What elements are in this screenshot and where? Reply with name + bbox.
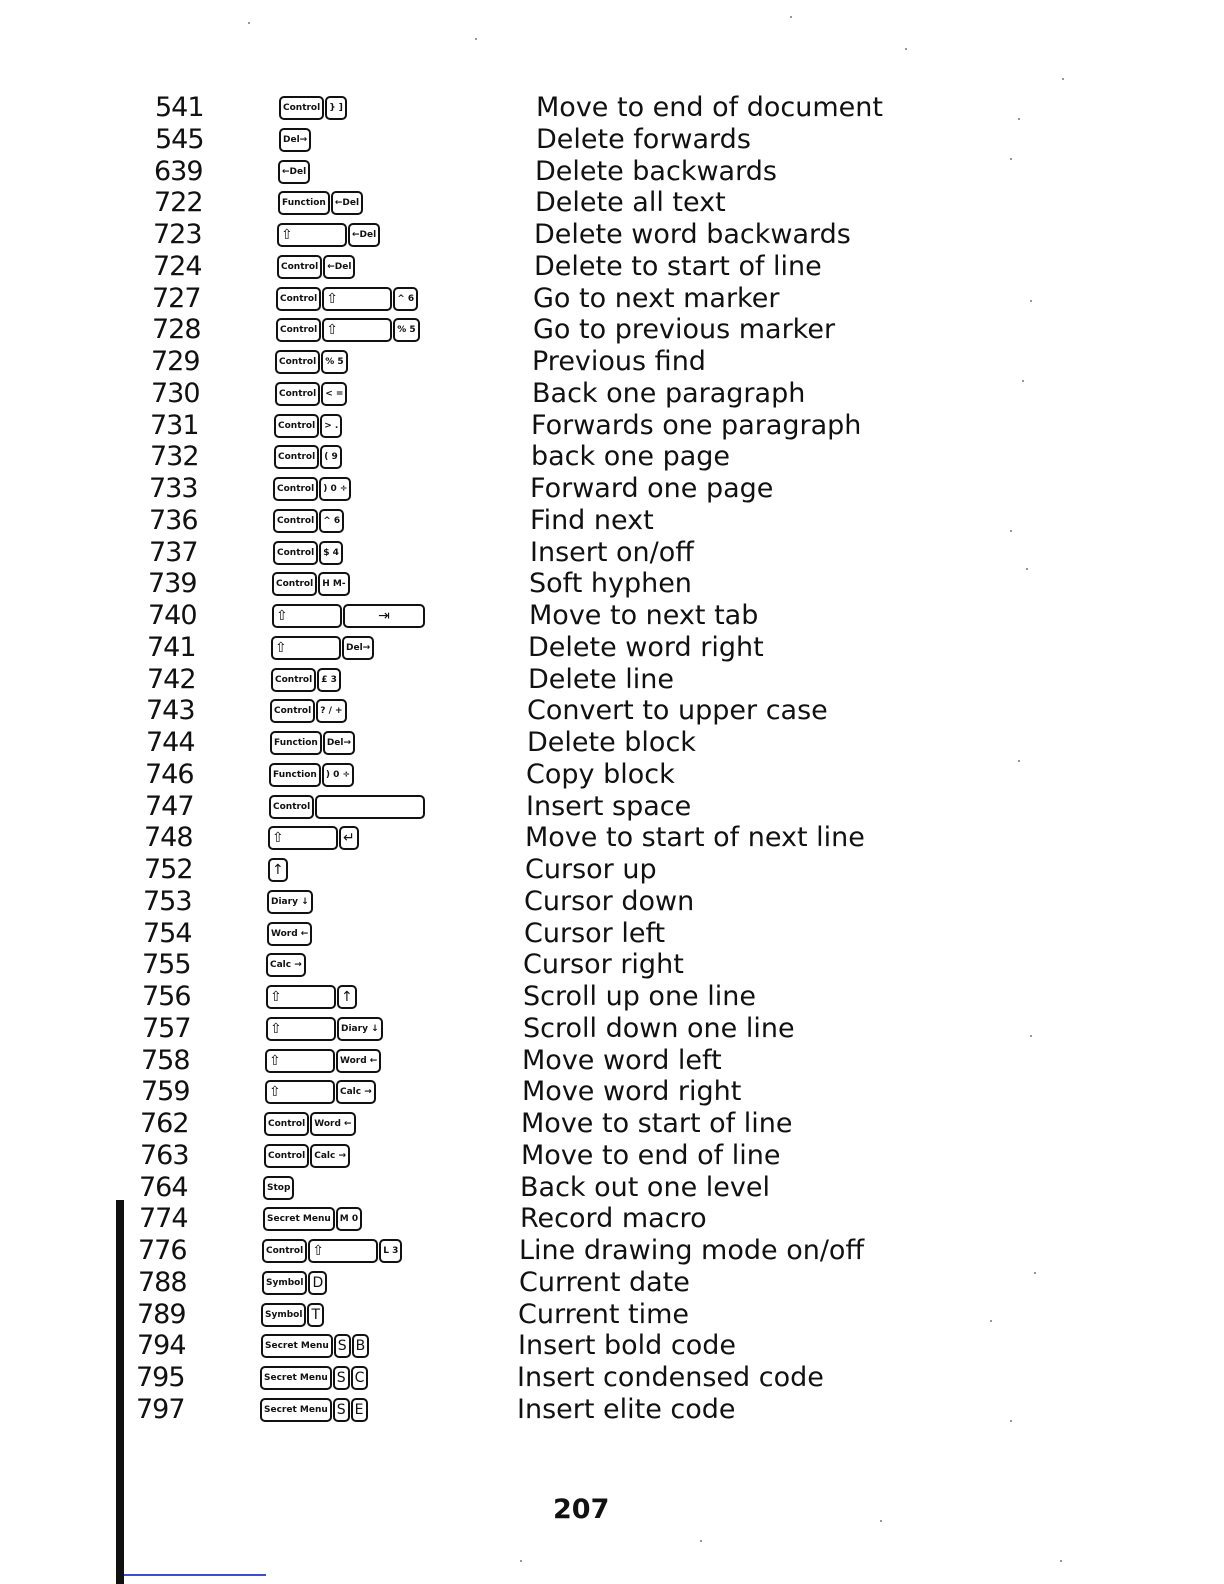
keycap-icon: ←Del xyxy=(331,191,363,215)
keycap-icon: Control xyxy=(275,350,320,374)
table-row xyxy=(0,1362,1224,1394)
key-combination xyxy=(269,759,354,791)
keycap-icon: Diary ↓ xyxy=(267,890,313,914)
keycap-icon: Function xyxy=(278,191,330,215)
keycap-icon: L 3 xyxy=(379,1239,402,1263)
keycap-icon: Control xyxy=(276,318,321,342)
keycap-icon: Control xyxy=(274,414,319,438)
shortcut-number: 545 xyxy=(155,124,204,155)
shortcut-number: 732 xyxy=(150,441,199,472)
keycap-icon: ) 0 ÷ xyxy=(322,763,354,787)
shortcut-number: 756 xyxy=(142,981,191,1012)
key-combination xyxy=(268,854,288,886)
shortcut-number: 722 xyxy=(154,187,203,218)
keycap-icon: Symbol xyxy=(261,1303,306,1327)
keycap-icon: Function xyxy=(270,731,322,755)
shortcut-number: 746 xyxy=(145,759,194,790)
scan-speck xyxy=(990,1320,992,1322)
key-combination xyxy=(278,156,310,188)
keycap-icon xyxy=(315,795,425,819)
shortcut-number: 789 xyxy=(137,1299,186,1330)
shortcut-number: 759 xyxy=(141,1076,190,1107)
shortcut-description: Line drawing mode on/off xyxy=(519,1235,865,1266)
key-combination xyxy=(260,1362,368,1394)
shortcut-number: 762 xyxy=(140,1108,189,1139)
shortcut-description: Go to next marker xyxy=(533,283,780,314)
shortcut-number: 794 xyxy=(137,1330,186,1361)
table-row xyxy=(0,1108,1224,1140)
keycap-icon: $ 4 xyxy=(319,541,343,565)
table-row xyxy=(0,727,1224,759)
shortcut-description: Insert elite code xyxy=(517,1394,736,1425)
table-row xyxy=(0,1013,1224,1045)
key-combination xyxy=(262,1235,402,1267)
shortcut-description: Cursor right xyxy=(523,949,684,980)
shortcut-number: 758 xyxy=(141,1045,190,1076)
key-combination xyxy=(264,1108,356,1140)
keycap-icon: Secret Menu xyxy=(260,1398,332,1422)
keycap-icon: } ] xyxy=(325,96,347,120)
keycap-icon: T xyxy=(307,1303,324,1327)
shortcut-number: 741 xyxy=(147,632,196,663)
table-row xyxy=(0,283,1224,315)
shortcut-number: 724 xyxy=(153,251,202,282)
key-combination xyxy=(272,600,425,632)
keycap-icon: Control xyxy=(262,1239,307,1263)
keycap-icon: ⇧ xyxy=(265,1049,335,1073)
keycap-icon: Control xyxy=(279,96,324,120)
keycap-icon: % 5 xyxy=(393,318,419,342)
shortcut-description: Insert on/off xyxy=(530,537,694,568)
shortcut-number: 748 xyxy=(144,822,193,853)
shortcut-description: Back one paragraph xyxy=(532,378,806,409)
table-row xyxy=(0,854,1224,886)
shortcut-description: Delete forwards xyxy=(536,124,751,155)
scan-speck xyxy=(520,1560,522,1562)
shortcut-number: 736 xyxy=(149,505,198,536)
key-combination xyxy=(265,1076,376,1108)
keycap-icon: ←Del xyxy=(278,160,310,184)
keycap-icon: Control xyxy=(276,287,321,311)
shortcut-description: Move word right xyxy=(522,1076,742,1107)
table-row xyxy=(0,949,1224,981)
key-combination xyxy=(269,791,425,823)
shortcut-description: Convert to upper case xyxy=(527,695,828,726)
keycap-icon: Stop xyxy=(263,1176,294,1200)
keycap-icon: ⇧ xyxy=(272,604,342,628)
keycap-icon: Control xyxy=(273,477,318,501)
key-combination xyxy=(275,346,348,378)
shortcut-number: 743 xyxy=(146,695,195,726)
keycap-icon: H M- xyxy=(318,572,349,596)
keycap-icon: Secret Menu xyxy=(260,1366,332,1390)
shortcut-description: Current date xyxy=(519,1267,690,1298)
table-row xyxy=(0,1172,1224,1204)
shortcut-description: Previous find xyxy=(532,346,706,377)
shortcut-description: Copy block xyxy=(526,759,675,790)
table-row xyxy=(0,822,1224,854)
shortcut-description: Current time xyxy=(518,1299,689,1330)
shortcut-description: Move to next tab xyxy=(529,600,759,631)
shortcut-description: Delete block xyxy=(527,727,696,758)
key-combination xyxy=(264,1140,350,1172)
keycap-icon: S xyxy=(333,1366,350,1390)
table-row xyxy=(0,1140,1224,1172)
table-row xyxy=(0,632,1224,664)
keycap-icon: % 5 xyxy=(321,350,347,374)
shortcut-number: 742 xyxy=(147,664,196,695)
table-row xyxy=(0,568,1224,600)
keycap-icon: Control xyxy=(277,255,322,279)
table-row xyxy=(0,473,1224,505)
shortcut-description: Insert bold code xyxy=(518,1330,737,1361)
shortcut-number: 757 xyxy=(142,1013,191,1044)
table-row xyxy=(0,759,1224,791)
shortcut-description: Forwards one paragraph xyxy=(531,410,862,441)
keycap-icon: B xyxy=(352,1334,370,1358)
keycap-icon: E xyxy=(351,1398,368,1422)
scan-speck xyxy=(475,38,477,40)
scan-speck xyxy=(1010,158,1012,160)
table-row xyxy=(0,1330,1224,1362)
keycap-icon: Control xyxy=(273,509,318,533)
table-row xyxy=(0,92,1224,124)
keycap-icon: ↑ xyxy=(337,985,357,1009)
table-row xyxy=(0,1394,1224,1426)
keycap-icon: Calc → xyxy=(266,953,306,977)
keycap-icon: ⇧ xyxy=(265,1080,335,1104)
keycap-icon: ⇧ xyxy=(271,636,341,660)
table-row xyxy=(0,981,1224,1013)
shortcut-description: Move to start of next line xyxy=(525,822,865,853)
scan-speck xyxy=(1060,1560,1062,1562)
keycap-icon: Control xyxy=(275,382,320,406)
keycap-icon: ←Del xyxy=(323,255,355,279)
table-row xyxy=(0,1267,1224,1299)
keycap-icon: Control xyxy=(274,445,319,469)
table-row xyxy=(0,378,1224,410)
shortcut-description: Cursor left xyxy=(524,918,666,949)
shortcut-description: Move to end of document xyxy=(536,92,883,123)
key-combination xyxy=(271,632,374,664)
shortcut-description: Soft hyphen xyxy=(529,568,692,599)
shortcut-description: Scroll up one line xyxy=(523,981,756,1012)
shortcut-description: Forward one page xyxy=(530,473,774,504)
table-row xyxy=(0,886,1224,918)
scan-speck xyxy=(1034,1272,1036,1274)
shortcut-description: Delete backwards xyxy=(535,156,777,187)
keycap-icon: ) 0 ÷ xyxy=(319,477,351,501)
key-combination xyxy=(274,441,342,473)
keycap-icon: Secret Menu xyxy=(263,1207,335,1231)
table-row xyxy=(0,664,1224,696)
key-combination xyxy=(267,918,312,950)
scan-speck xyxy=(700,1540,702,1542)
key-combination xyxy=(268,822,359,854)
shortcut-description: Move word left xyxy=(522,1045,722,1076)
key-combination xyxy=(266,981,357,1013)
keycap-icon: ↑ xyxy=(268,858,288,882)
key-combination xyxy=(261,1299,324,1331)
keycap-icon: D xyxy=(308,1271,327,1295)
keycap-icon: ⇧ xyxy=(266,1017,336,1041)
keycap-icon: Function xyxy=(269,763,321,787)
table-row xyxy=(0,441,1224,473)
table-row xyxy=(0,1299,1224,1331)
key-combination xyxy=(279,92,347,124)
keycap-icon: ←Del xyxy=(348,223,380,247)
scan-speck xyxy=(248,22,250,24)
table-row xyxy=(0,695,1224,727)
table-row xyxy=(0,600,1224,632)
shortcut-number: 730 xyxy=(151,378,200,409)
keycap-icon: ⇧ xyxy=(322,287,392,311)
key-combination xyxy=(274,410,342,442)
scan-speck xyxy=(1026,568,1028,570)
shortcut-number: 728 xyxy=(152,314,201,345)
keycap-icon: ^ 6 xyxy=(319,509,344,533)
keycap-icon: Control xyxy=(270,699,315,723)
key-combination xyxy=(265,1045,381,1077)
table-row xyxy=(0,124,1224,156)
shortcut-description: Go to previous marker xyxy=(533,314,836,345)
scan-speck xyxy=(1022,380,1024,382)
scan-speck xyxy=(1010,530,1012,532)
shortcut-number: 754 xyxy=(143,918,192,949)
binding-edge-line xyxy=(124,1574,266,1576)
keycap-icon: Del→ xyxy=(342,636,374,660)
key-combination xyxy=(267,886,313,918)
keycap-icon: > . xyxy=(320,414,342,438)
shortcut-number: 739 xyxy=(148,568,197,599)
keycap-icon: Symbol xyxy=(262,1271,307,1295)
key-combination xyxy=(273,537,343,569)
key-combination xyxy=(277,251,355,283)
table-row xyxy=(0,410,1224,442)
keycap-icon: ⇧ xyxy=(266,985,336,1009)
keycap-icon: S xyxy=(334,1334,351,1358)
shortcut-description: Delete word backwards xyxy=(534,219,851,250)
keycap-icon: Control xyxy=(269,795,314,819)
shortcut-description: Insert condensed code xyxy=(517,1362,824,1393)
shortcut-description: Record macro xyxy=(520,1203,707,1234)
shortcut-description: back one page xyxy=(531,441,731,472)
shortcut-number: 639 xyxy=(154,156,203,187)
scan-speck xyxy=(1030,300,1032,302)
key-combination xyxy=(261,1330,369,1362)
keycap-icon: Control xyxy=(271,668,316,692)
keycap-icon: Control xyxy=(264,1112,309,1136)
shortcut-number: 795 xyxy=(136,1362,185,1393)
keycap-icon: Word ← xyxy=(267,922,312,946)
key-combination xyxy=(271,664,341,696)
table-row xyxy=(0,918,1224,950)
table-row xyxy=(0,251,1224,283)
shortcut-number: 797 xyxy=(136,1394,185,1425)
key-combination xyxy=(263,1203,362,1235)
keycap-icon: Control xyxy=(272,572,317,596)
key-combination xyxy=(272,568,350,600)
scan-speck xyxy=(905,48,907,50)
shortcut-number: 723 xyxy=(153,219,202,250)
table-row xyxy=(0,1235,1224,1267)
shortcut-number: 763 xyxy=(140,1140,189,1171)
keycap-icon: Word ← xyxy=(336,1049,381,1073)
keycap-icon: Del→ xyxy=(279,128,311,152)
shortcut-description: Cursor down xyxy=(524,886,695,917)
keycap-icon: ⇧ xyxy=(277,223,347,247)
keycap-icon: Control xyxy=(273,541,318,565)
key-combination xyxy=(275,378,347,410)
shortcut-number: 774 xyxy=(139,1203,188,1234)
key-combination xyxy=(279,124,311,156)
keycap-icon: S xyxy=(333,1398,350,1422)
key-combination xyxy=(260,1394,368,1426)
keycap-icon: Word ← xyxy=(310,1112,355,1136)
shortcut-number: 753 xyxy=(143,886,192,917)
key-combination xyxy=(273,473,351,505)
keycap-icon: C xyxy=(351,1366,369,1390)
key-combination xyxy=(270,727,355,759)
keycap-icon: ( 9 xyxy=(320,445,342,469)
table-row xyxy=(0,1045,1224,1077)
scan-speck xyxy=(1018,118,1020,120)
keycap-icon: Diary ↓ xyxy=(337,1017,383,1041)
scan-speck xyxy=(1062,78,1064,80)
keycap-icon: ^ 6 xyxy=(393,287,418,311)
keycap-icon: < = xyxy=(321,382,347,406)
keycap-icon: Secret Menu xyxy=(261,1334,333,1358)
table-row xyxy=(0,1076,1224,1108)
shortcut-number: 788 xyxy=(138,1267,187,1298)
shortcut-number: 740 xyxy=(148,600,197,631)
table-row xyxy=(0,156,1224,188)
shortcut-number: 733 xyxy=(149,473,198,504)
key-combination xyxy=(276,314,420,346)
shortcut-description: Delete line xyxy=(528,664,675,695)
keycap-icon: Control xyxy=(264,1144,309,1168)
keycap-icon: Calc → xyxy=(310,1144,350,1168)
table-row xyxy=(0,791,1224,823)
shortcut-number: 737 xyxy=(149,537,198,568)
shortcut-description: Delete to start of line xyxy=(534,251,822,282)
keycap-icon: ⇧ xyxy=(308,1239,378,1263)
key-combination xyxy=(266,1013,383,1045)
shortcut-description: Scroll down one line xyxy=(523,1013,795,1044)
scan-speck xyxy=(880,1520,882,1522)
shortcut-description: Cursor up xyxy=(525,854,657,885)
shortcut-description: Move to start of line xyxy=(521,1108,793,1139)
key-combination xyxy=(277,219,380,251)
shortcut-number: 747 xyxy=(145,791,194,822)
key-combination xyxy=(276,283,418,315)
key-combination xyxy=(270,695,347,727)
keycap-icon: Del→ xyxy=(323,731,355,755)
shortcut-description: Insert space xyxy=(526,791,692,822)
shortcut-number: 731 xyxy=(150,410,199,441)
key-combination xyxy=(262,1267,327,1299)
shortcut-number: 752 xyxy=(144,854,193,885)
shortcut-description: Back out one level xyxy=(520,1172,770,1203)
scan-speck xyxy=(790,16,792,18)
key-combination xyxy=(278,187,363,219)
keycap-icon: Calc → xyxy=(336,1080,376,1104)
table-row xyxy=(0,219,1224,251)
key-combination xyxy=(273,505,344,537)
shortcut-number: 764 xyxy=(139,1172,188,1203)
scan-speck xyxy=(1018,760,1020,762)
keycap-icon: ? / + xyxy=(316,699,346,723)
scan-speck xyxy=(1030,1035,1032,1037)
table-row xyxy=(0,1203,1224,1235)
key-combination xyxy=(263,1172,294,1204)
shortcut-number: 729 xyxy=(151,346,200,377)
keycap-icon: £ 3 xyxy=(317,668,341,692)
keycap-icon: M 0 xyxy=(336,1207,362,1231)
table-row xyxy=(0,314,1224,346)
keycap-icon: ↵ xyxy=(339,826,359,850)
shortcut-description: Delete all text xyxy=(535,187,726,218)
shortcut-number: 744 xyxy=(146,727,195,758)
shortcut-number: 755 xyxy=(142,949,191,980)
table-row xyxy=(0,537,1224,569)
keycap-icon: ⇧ xyxy=(322,318,392,342)
page-number: 207 xyxy=(553,1494,610,1525)
shortcut-number: 727 xyxy=(152,283,201,314)
keycap-icon: ⇧ xyxy=(268,826,338,850)
table-row xyxy=(0,187,1224,219)
table-row xyxy=(0,505,1224,537)
shortcut-number: 776 xyxy=(138,1235,187,1266)
shortcut-number: 541 xyxy=(155,92,204,123)
shortcut-description: Delete word right xyxy=(528,632,764,663)
shortcut-description: Move to end of line xyxy=(521,1140,781,1171)
key-combination xyxy=(266,949,306,981)
scan-speck xyxy=(1010,1420,1012,1422)
table-row xyxy=(0,346,1224,378)
keycap-icon: ⇥ xyxy=(343,604,425,628)
shortcut-description: Find next xyxy=(530,505,654,536)
